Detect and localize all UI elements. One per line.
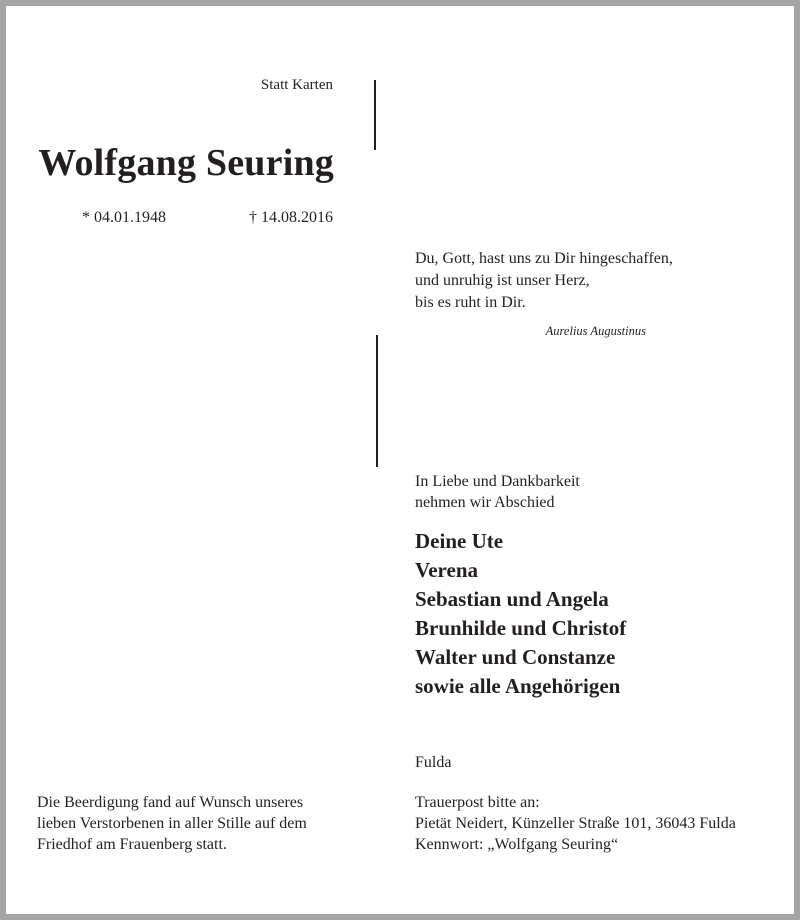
divider-line-middle [376, 335, 378, 467]
burial-note [37, 792, 307, 855]
quote-line: bis es ruht in Dir. [415, 294, 526, 311]
family-member: Brunhilde und Christof [415, 616, 627, 640]
deceased-name: Wolfgang Seuring [38, 142, 334, 184]
quote [415, 248, 673, 314]
family-member: Verena [415, 558, 478, 582]
family-member: Deine Ute [415, 529, 504, 553]
birth-date: * 04.01.1948 [82, 209, 166, 226]
quote-line: Du, Gott, hast uns zu Dir hingeschaffen, [415, 250, 673, 267]
notice-header: Statt Karten [260, 77, 333, 93]
farewell-line: In Liebe und Dankbarkeit [415, 473, 580, 490]
post-line: Pietät Neidert, Künzeller Straße 101, 36043 Fulda [415, 815, 736, 832]
death-date: † 14.08.2016 [249, 209, 333, 226]
burial-line: Die Beerdigung fand auf Wunsch unseres [37, 794, 304, 811]
quote-author: Aurelius Augustinus [545, 324, 646, 338]
family-member: Sebastian und Angela [415, 587, 609, 611]
burial-line: Friedhof am Frauenberg statt. [37, 836, 227, 853]
farewell-text [415, 471, 580, 513]
family-member: Walter und Constanze [415, 645, 616, 669]
mourning-post-address [415, 792, 736, 855]
post-line: Kennwort: „Wolfgang Seuring“ [415, 836, 619, 853]
divider-line-top [374, 80, 376, 150]
quote-line: und unruhig ist unser Herz, [415, 272, 590, 289]
family-list [415, 527, 626, 701]
place: Fulda [415, 754, 452, 771]
farewell-line: nehmen wir Abschied [415, 494, 555, 511]
family-member: sowie alle Angehörigen [415, 674, 621, 698]
burial-line: lieben Verstorbenen in aller Stille auf dem [37, 815, 307, 832]
post-line: Trauerpost bitte an: [415, 794, 540, 811]
